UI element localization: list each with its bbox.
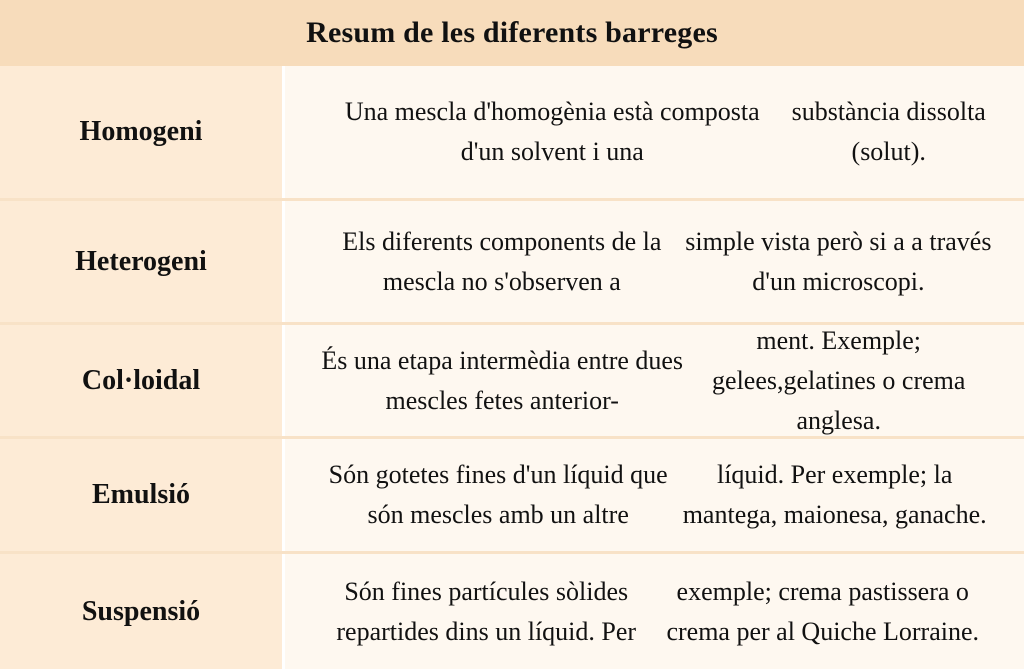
table-title: Resum de les diferents barreges: [0, 0, 1024, 66]
description-line: Una mescla d'homogènia està composta d'un solvent i una: [344, 97, 760, 166]
row-description: [282, 201, 1024, 322]
row-label: Homogeni: [0, 66, 282, 198]
description-line: ment. Exemple; gelees,gelatines o crema anglesa.: [712, 325, 966, 435]
description-line: És una etapa intermèdia entre dues mescles fetes anterior-: [321, 345, 684, 415]
row-description: [282, 554, 1024, 669]
row-description: [282, 325, 1024, 436]
row-description: [282, 66, 1024, 198]
row-label: Suspensió: [0, 554, 282, 669]
description-line: Són fines partícules sòlides repartides dins un líquid. Per: [336, 576, 637, 646]
row-label: Col·loidal: [0, 325, 282, 436]
row-label: Heterogeni: [0, 201, 282, 322]
description-line: simple vista però si a a través d'un microscopi.: [685, 226, 992, 296]
description-line: Els diferents components de la mescla no s'observen a: [342, 226, 662, 296]
description-line: exemple; crema pastissera o crema per al Quiche Lorraine.: [666, 576, 980, 646]
table-row-heterogeni: [0, 201, 1024, 325]
table-row-suspensio: [0, 554, 1024, 669]
description-line: líquid. Per exemple; la mantega, maionesa, ganache.: [682, 460, 987, 529]
table-row-emulsio: [0, 439, 1024, 554]
description-line: Són gotetes fines d'un líquid que són mescles amb un altre: [328, 460, 668, 529]
row-label: Emulsió: [0, 439, 282, 551]
table-row-colloidal: [0, 325, 1024, 439]
table-row-homogeni: [0, 66, 1024, 201]
row-description: [282, 439, 1024, 551]
table-body: [0, 66, 1024, 669]
description-line: substància dissolta (solut).: [791, 97, 986, 166]
